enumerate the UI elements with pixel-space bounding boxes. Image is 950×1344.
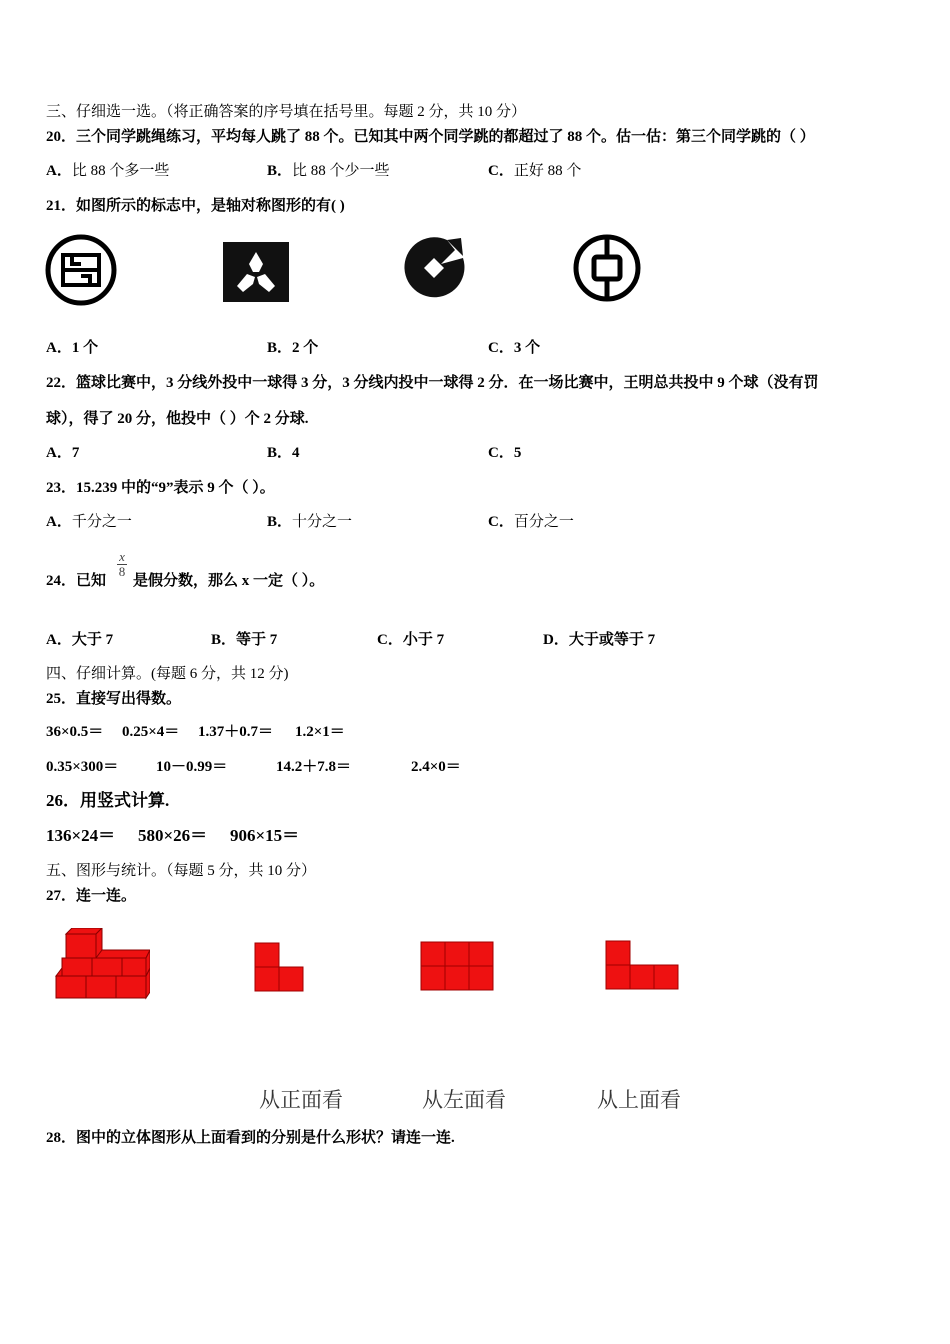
calc-item: 0.35×300＝: [46, 759, 119, 775]
question-22-line-2: 球），得了 20 分，他投中（ ）个 2 分球.: [46, 411, 309, 427]
q23-option-a[interactable]: A．千分之一: [46, 514, 132, 530]
question-20-text: 20．三个同学跳绳练习，平均每人跳了 88 个。已知其中两个同学跳的都超过了 88 个。估一估：第三个同学跳的（ ）: [46, 129, 815, 145]
bank-logo-3-icon: [401, 232, 473, 304]
q21-option-b[interactable]: B．2 个: [267, 340, 319, 356]
question-25-text: 25．直接写出得数。: [46, 691, 182, 707]
view-label-top: 从上面看: [597, 1088, 681, 1112]
view-label-left: 从左面看: [422, 1088, 506, 1112]
section-5-heading: 五、图形与统计。（每题 5 分，共 10 分）: [46, 863, 317, 879]
calc-item: 1.2×1＝: [295, 724, 345, 740]
section-4-heading: 四、仔细计算。(每题 6 分，共 12 分): [46, 666, 289, 682]
view-shape-2: [420, 941, 494, 991]
question-22-line-1: 22．篮球比赛中，3 分线外投中一球得 3 分，3 分线内投中一球得 2 分．在一场比赛中，王明总共投中 9 个球（没有罚: [46, 375, 819, 391]
q22-option-b[interactable]: B．4: [267, 445, 300, 461]
q22-option-c[interactable]: C．5: [488, 445, 522, 461]
section-3-heading: 三、仔细选一选。（将正确答案的序号填在括号里。每题 2 分，共 10 分）: [46, 104, 527, 120]
calc-item: 2.4×0＝: [411, 759, 461, 775]
bank-logo-4-icon: [572, 233, 642, 303]
q21-option-c[interactable]: C．3 个: [488, 340, 541, 356]
question-24-suffix: 是假分数，那么 x 一定（ ）。: [133, 573, 325, 589]
q24-option-b[interactable]: B．等于 7: [211, 632, 278, 648]
bank-logo-2-icon: [223, 242, 289, 302]
view-label-front: 从正面看: [259, 1088, 343, 1112]
question-27-text: 27．连一连。: [46, 888, 137, 904]
question-23-text: 23．15.239 中的“9”表示 9 个（ ）。: [46, 480, 275, 496]
q22-option-a[interactable]: A．7: [46, 445, 80, 461]
calc-item: 36×0.5＝: [46, 724, 104, 740]
q20-option-c[interactable]: C．正好 88 个: [488, 163, 582, 179]
view-shape-1: [254, 942, 304, 992]
calc-item: 0.25×4＝: [122, 724, 180, 740]
q20-option-a[interactable]: A．比 88 个多一些: [46, 163, 170, 179]
q20-option-b[interactable]: B．比 88 个少一些: [267, 163, 390, 179]
fraction-x-over-8: x 8: [118, 549, 126, 579]
q24-option-c[interactable]: C．小于 7: [377, 632, 445, 648]
question-26-text: 26．用竖式计算.: [46, 791, 170, 810]
q23-option-c[interactable]: C．百分之一: [488, 514, 574, 530]
q23-option-b[interactable]: B．十分之一: [267, 514, 353, 530]
question-24-prefix: 24．已知: [46, 573, 107, 589]
solid-cube-figure: [52, 928, 150, 1000]
question-28-text: 28．图中的立体图形从上面看到的分别是什么形状？请连一连.: [46, 1130, 455, 1146]
q24-option-d[interactable]: D．大于或等于 7: [543, 632, 656, 648]
calc-item: 1.37＋0.7＝: [198, 724, 274, 740]
calc-item: 10－0.99＝: [156, 759, 228, 775]
q24-option-a[interactable]: A．大于 7: [46, 632, 114, 648]
vertical-calc-item: 580×26＝: [138, 826, 208, 845]
view-shape-3: [605, 940, 679, 990]
calc-item: 14.2＋7.8＝: [276, 759, 352, 775]
bank-logo-1-icon: [44, 233, 118, 307]
vertical-calc-item: 906×15＝: [230, 826, 300, 845]
question-21-text: 21．如图所示的标志中，是轴对称图形的有( ): [46, 198, 345, 214]
vertical-calc-item: 136×24＝: [46, 826, 116, 845]
q21-option-a[interactable]: A．1 个: [46, 340, 99, 356]
